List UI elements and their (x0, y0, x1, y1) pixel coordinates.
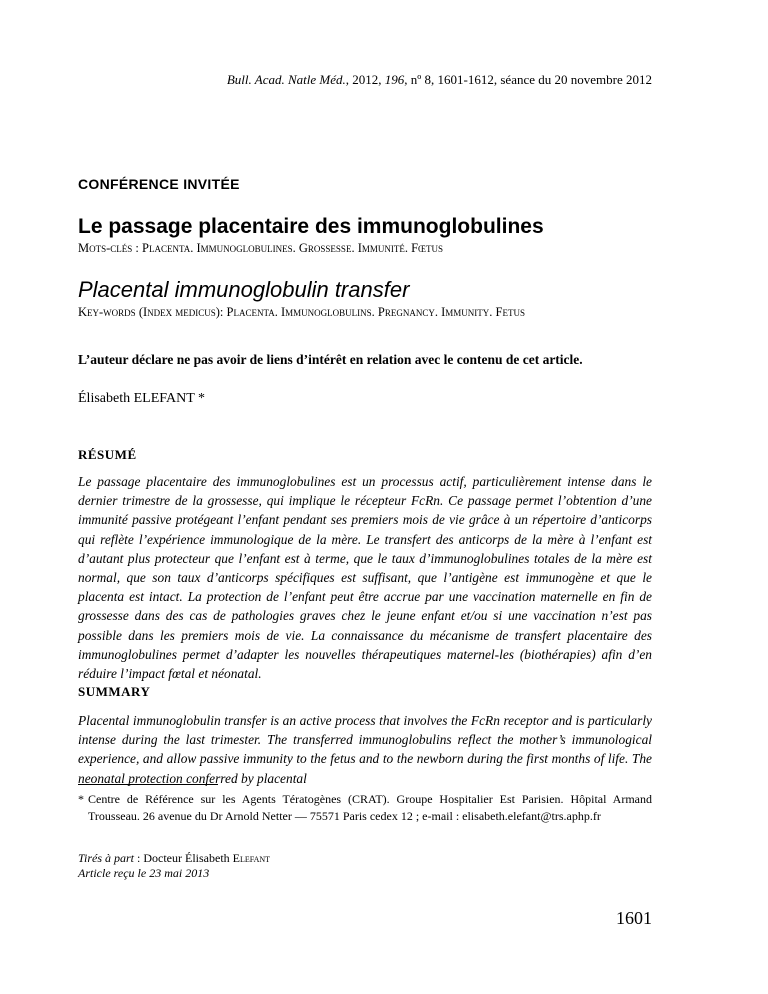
received-date: Article reçu le 23 mai 2013 (78, 866, 210, 880)
footnote-mark: * (78, 792, 84, 806)
author-affiliation-footnote (78, 791, 652, 824)
journal-year: , 2012, (345, 72, 385, 87)
resume-heading: RÉSUMÉ (78, 447, 137, 462)
journal-issue-pages: , nº 8, 1601-1612, séance du 20 novembre 2012 (404, 72, 652, 87)
resume-text: Le passage placentaire des immunoglobulines est un processus actif, particulièrement intense dans le dernier trimestre de la grossesse, qui implique le récepteur FcRn. Ce passage permet l’obtention d’une immunité passive protégeant l’enfant pendant ses premiers mois de vie grâce à un répertoire d’anticorps qui reflète l’expérience immunologique de la mère. Le transfert des anticorps de la mère à l’enfant est d’autant plus protecteur que l’enfant est à terme, que le taux d’immunoglobulines totales de la mère est normal, que son taux d’anticorps spécifiques est suffisant, que l’antigène est immunogène et que le placenta est intact. La protection de l’enfant peut être accrue par une vaccination maternelle en fin de grossesse dans des cas de pathologies graves chez le jeune enfant et/ou si une vaccination n’est pas possible dans les premiers mois de vie. La connaissance du mécanisme de transfert placentaire des immunoglobulines permet d’adapter les nouvelles thérapeutiques maternel-les (biothérapies) afin d’en réduire l’impact fœtal et néonatal. (78, 474, 652, 682)
footnote-text: Centre de Référence sur les Agents Tératogènes (CRAT). Groupe Hospitalier Est Parisien. Hôpital Armand Trousseau. 26 avenue du Dr Arnold Netter — 75571 Paris cedex 12 ; e-mail : elisabeth.elefant@trs.aphp.fr (88, 792, 652, 823)
journal-citation (227, 72, 652, 88)
french-keywords: Mots-clés : Placenta. Immunoglobulines. Grossesse. Immunité. Fœtus (78, 241, 444, 255)
author-name: Élisabeth ELEFANT * (78, 391, 206, 406)
summary-heading: SUMMARY (78, 684, 151, 699)
reprints-surname: Elefant (232, 851, 271, 865)
conflict-of-interest-statement: L’auteur déclare ne pas avoir de liens d’intérêt en relation avec le contenu de cet article. (78, 352, 583, 367)
reprints-line (78, 850, 270, 866)
footnote-divider (78, 784, 218, 785)
summary-text: Placental immunoglobulin transfer is an active process that involves the FcRn receptor and is particularly intense during the last trimester. The transferred immunoglobulins reflect the mother’s immunological experience, and allow passive immunity to the fetus and to the newborn during the first months of life. The neonatal protection conferred by placental (78, 713, 652, 786)
reprints-label: Tirés à part (78, 851, 135, 865)
journal-volume: 196 (384, 72, 405, 87)
article-page (78, 0, 652, 994)
journal-name: Bull. Acad. Natle Méd. (226, 72, 346, 87)
section-label: CONFÉRENCE INVITÉE (78, 176, 240, 192)
reprints-name: Docteur Élisabeth (143, 851, 233, 865)
english-title: Placental immunoglobulin transfer (78, 277, 410, 302)
english-keywords: Key-words (Index medicus): Placenta. Immunoglobulins. Pregnancy. Immunity. Fetus (78, 305, 525, 319)
reprints-separator: : (134, 851, 144, 865)
french-title: Le passage placentaire des immunoglobulines (78, 215, 544, 238)
page-number: 1601 (616, 908, 652, 928)
